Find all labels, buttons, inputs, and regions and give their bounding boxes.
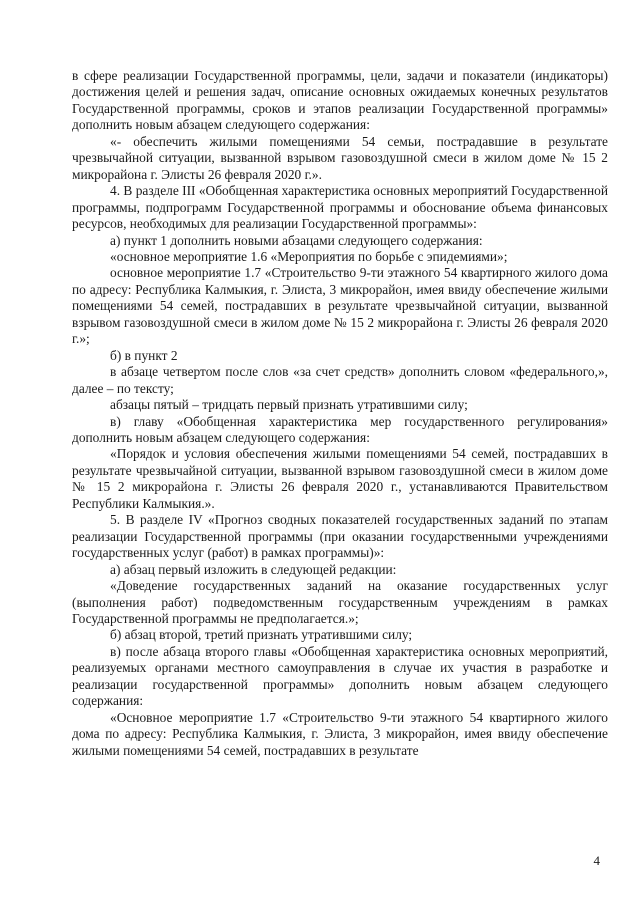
paragraph-1: в сфере реализации Государственной программы, цели, задачи и показатели (индикаторы) достижения целей и решения задач, описание основных ожидаемых конечных результатов Государственной программы, сроков и этапов реализации Государственной программы» дополнить новым абзацем следующего содержания:	[72, 68, 608, 133]
paragraph-17: «Основное мероприятие 1.7 «Строительство 9-ти этажного 54 квартирного жилого дома по адресу: Республика Калмыкия, г. Элиста, 3 микрорайон, имея ввиду обеспечение жилыми помещениями 54 семей, пострадавших в результате	[72, 709, 608, 758]
paragraph-5: «основное мероприятие 1.6 «Мероприятия по борьбе с эпидемиями»;	[110, 248, 508, 264]
paragraph-14: «Доведение государственных заданий на оказание государственных услуг (выполнения работ) подведомственным государственным учреждениям в рамках Государственной программы не предполагается.»;	[72, 578, 608, 626]
paragraph-11: «Порядок и условия обеспечения жилыми помещениями 54 семей, пострадавших в результате чрезвычайной ситуации, вызванной взрывом газовоздушной смеси в жилом доме № 15 2 микрорайона г. Элисты 26 февраля 2020 г., устанавливаются Правительством Республики Калмыкия.».	[72, 446, 608, 511]
page-number: 4	[593, 853, 600, 868]
document-body	[72, 68, 608, 759]
paragraph-12: 5. В разделе IV «Прогноз сводных показателей государственных заданий по этапам реализации Государственной программы (при оказании государственными учреждениями государственных услуг (работ) в рамках программы)»:	[72, 512, 608, 561]
paragraph-9: абзацы пятый – тридцать первый признать утратившими силу;	[110, 397, 468, 413]
paragraph-4: а) пункт 1 дополнить новыми абзацами следующего содержания:	[110, 232, 483, 248]
paragraph-15: б) абзац второй, третий признать утратившими силу;	[110, 627, 413, 643]
paragraph-6: основное мероприятие 1.7 «Строительство 9-ти этажного 54 квартирного жилого дома по адресу: Республика Калмыкия, г. Элиста, 3 микрорайон, имея ввиду обеспечение жилыми помещениями 54 семей, пострадавших в результате чрезвычайной ситуации, вызванной взрывом газовоздушной смеси в жилом доме № 15 2 микрорайона г. Элисты 26 февраля 2020 г.»;	[72, 265, 608, 347]
paragraph-13: а) абзац первый изложить в следующей редакции:	[110, 561, 397, 577]
paragraph-8: в абзаце четвертом после слов «за счет средств» дополнить словом «федерального,», далее – по тексту;	[72, 364, 608, 396]
paragraph-16: в) после абзаца второго главы «Обобщенная характеристика основных мероприятий, реализуемых органами местного самоуправления в случае их участия в разработке и реализации государственной программы» дополнить новым абзацем следующего содержания:	[72, 643, 608, 709]
paragraph-7: б) в пункт 2	[110, 347, 178, 363]
paragraph-2: «- обеспечить жилыми помещениями 54 семьи, пострадавшие в результате чрезвычайной ситуации, вызванной взрывом газовоздушной смеси в жилом доме № 15 2 микрорайона г. Элисты 26 февраля 2020 г.».	[72, 133, 608, 182]
paragraph-10: в) главу «Обобщенная характеристика мер государственного регулирования» дополнить новым абзацем следующего содержания:	[72, 413, 608, 445]
paragraph-3: 4. В разделе III «Обобщенная характеристика основных мероприятий Государственной программы, подпрограмм Государственной программы и обоснование объема финансовых ресурсов, необходимых для реализации Государственной программы»:	[72, 183, 608, 232]
